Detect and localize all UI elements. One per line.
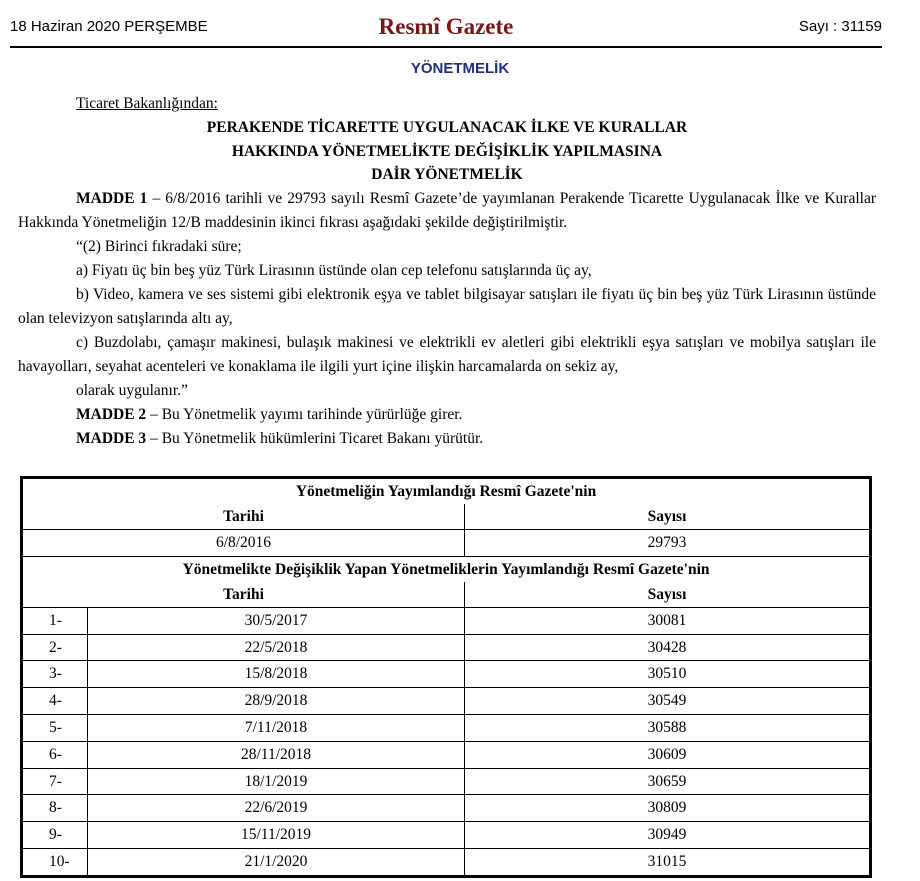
table-row	[23, 530, 870, 557]
row-date: 28/9/2018	[88, 688, 465, 715]
article-label: MADDE 3	[76, 429, 147, 447]
main-date: 6/8/2016	[23, 530, 465, 557]
ministry-name: Ticaret Bakanlığından:	[76, 95, 218, 112]
article-2	[18, 403, 876, 427]
row-date: 22/5/2018	[88, 634, 465, 661]
issue-number: Sayı : 31159	[798, 18, 882, 35]
table-row	[23, 768, 870, 795]
table-row	[23, 634, 870, 661]
row-number: 7-	[23, 768, 88, 795]
col-number-header: Sayısı	[465, 582, 870, 608]
row-number: 2-	[23, 634, 88, 661]
quote-intro: “(2) Birinci fıkradaki süre;	[76, 237, 242, 255]
row-number-value: 30809	[465, 795, 870, 822]
row-date: 15/11/2019	[88, 822, 465, 849]
col-date-header: Tarihi	[23, 504, 465, 530]
row-number: 10-	[23, 848, 88, 875]
row-number-value: 30659	[465, 768, 870, 795]
table-row	[23, 714, 870, 741]
main-number: 29793	[465, 530, 870, 557]
row-date: 7/11/2018	[88, 714, 465, 741]
issue-date: 18 Haziran 2020 PERŞEMBE	[10, 18, 208, 35]
row-date: 22/6/2019	[88, 795, 465, 822]
table-row	[23, 688, 870, 715]
table-row	[23, 741, 870, 768]
row-number: 6-	[23, 741, 88, 768]
row-date: 15/8/2018	[88, 661, 465, 688]
row-number-value: 31015	[465, 848, 870, 875]
table-row	[23, 822, 870, 849]
row-number: 9-	[23, 822, 88, 849]
regulation-title-line: DAİR YÖNETMELİK	[371, 166, 523, 183]
quote-end: olarak uygulanır.”	[76, 381, 188, 399]
row-number: 1-	[23, 607, 88, 634]
row-number-value: 30609	[465, 741, 870, 768]
row-date: 28/11/2018	[88, 741, 465, 768]
section-heading: YÖNETMELİK	[410, 60, 510, 77]
amend-heading: Yönetmelikte Değişiklik Yapan Yönetmeliklerin Yayımlandığı Resmî Gazete'nin	[23, 556, 870, 582]
row-number-value: 30510	[465, 661, 870, 688]
regulation-title	[18, 116, 876, 187]
table-heading-row	[23, 556, 870, 582]
col-number-header: Sayısı	[465, 504, 870, 530]
row-number-value: 30549	[465, 688, 870, 715]
table-row	[23, 795, 870, 822]
row-number: 5-	[23, 714, 88, 741]
row-number-value: 30588	[465, 714, 870, 741]
main-heading: Yönetmeliğin Yayımlandığı Resmî Gazete'nin	[23, 479, 870, 505]
table-row	[23, 848, 870, 875]
article-3	[18, 427, 876, 451]
article-text: – Bu Yönetmelik yayımı tarihinde yürürlüğe girer.	[146, 405, 463, 423]
regulation-title-line: PERAKENDE TİCARETTE UYGULANACAK İLKE VE KURALLAR	[206, 119, 688, 136]
table-column-headers	[23, 504, 870, 530]
article-label: MADDE 2	[76, 405, 147, 423]
article-text: – Bu Yönetmelik hükümlerini Ticaret Bakanı yürütür.	[146, 429, 484, 447]
gazette-title: Resmî Gazete	[378, 14, 514, 39]
row-number-value: 30949	[465, 822, 870, 849]
row-date: 21/1/2020	[88, 848, 465, 875]
table-heading-row	[23, 479, 870, 505]
quote-item-a: a) Fiyatı üç bin beş yüz Türk Lirasının üstünde olan cep telefonu satışlarında üç ay,	[76, 261, 592, 279]
row-number: 8-	[23, 795, 88, 822]
row-number: 3-	[23, 661, 88, 688]
quote-item-b: b) Video, kamera ve ses sistemi gibi elektronik eşya ve tablet bilgisayar satışları ile fiyatı üç bin beş yüz Türk Lirasının üstünde olan televizyon satışlarında altı ay,	[18, 285, 876, 327]
regulation-body	[18, 92, 876, 451]
amendment-rows	[23, 607, 870, 875]
amendment-history-table	[22, 478, 870, 876]
article-1	[18, 187, 876, 235]
table-column-headers	[23, 582, 870, 608]
table-row	[23, 661, 870, 688]
row-number: 4-	[23, 688, 88, 715]
row-date: 18/1/2019	[88, 768, 465, 795]
row-number-value: 30081	[465, 607, 870, 634]
quote-item-c: c) Buzdolabı, çamaşır makinesi, bulaşık makinesi ve elektrikli ev aletleri gibi elektrikli eşya satışları ve mobilya satışları ile havayolları, seyahat acenteleri ve konaklama ile ilgili yurt içine ilişkin harcamalarda on sekiz ay,	[18, 333, 876, 375]
regulation-title-line: HAKKINDA YÖNETMELİKTE DEĞİŞİKLİK YAPILMASINA	[231, 142, 663, 160]
row-date: 30/5/2017	[88, 607, 465, 634]
article-label: MADDE 1	[76, 189, 148, 207]
col-date-header: Tarihi	[23, 582, 465, 608]
table-row	[23, 607, 870, 634]
gazette-header	[10, 8, 882, 48]
row-number-value: 30428	[465, 634, 870, 661]
article-text: – 6/8/2016 tarihli ve 29793 sayılı Resmî Gazete’de yayımlanan Perakende Ticarette Uygulanacak İlke ve Kurallar Hakkında Yönetmeliğin 12/B maddesinin ikinci fıkrası aşağıdaki şekilde değiştirilmiştir.	[18, 189, 876, 231]
